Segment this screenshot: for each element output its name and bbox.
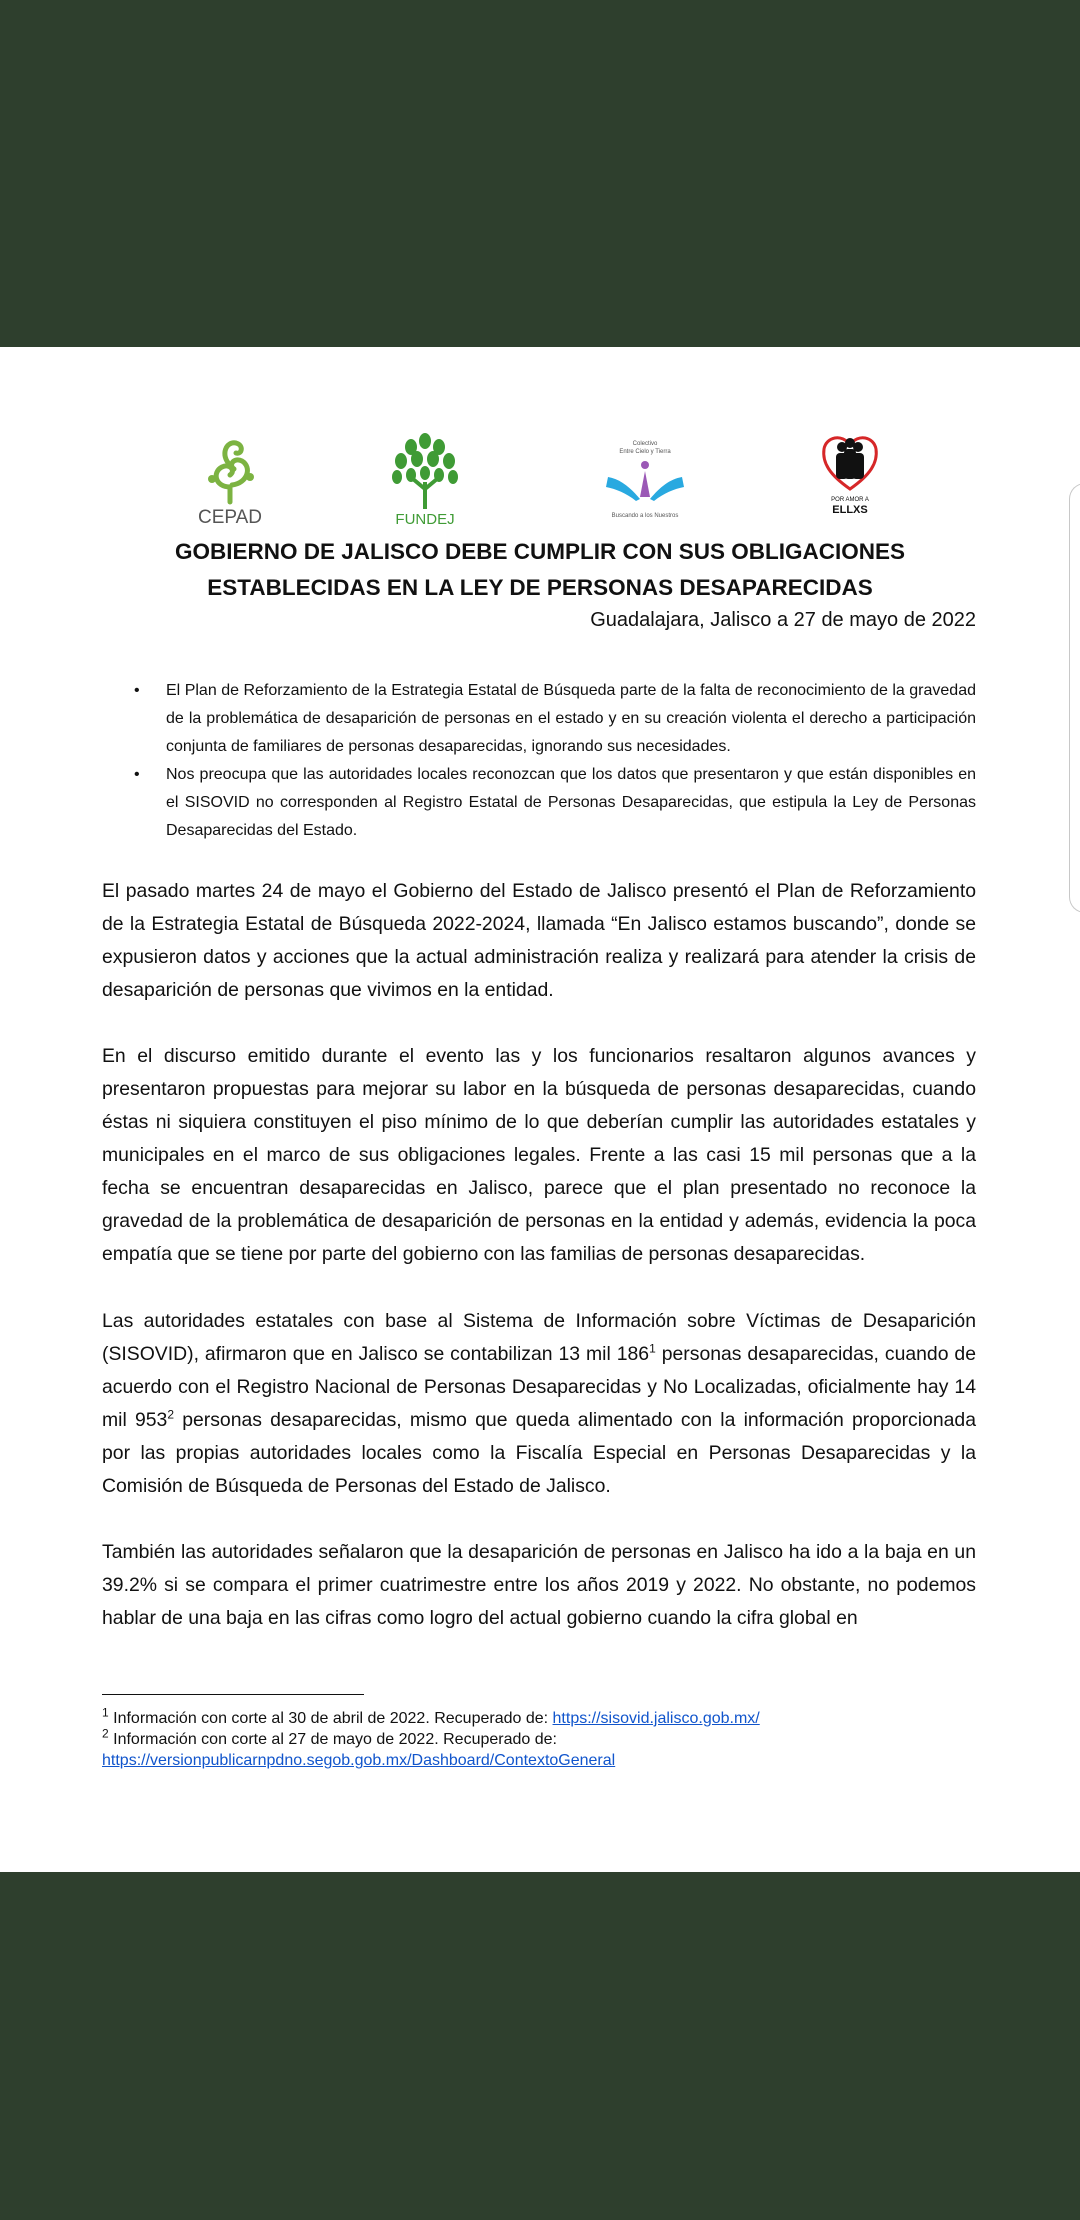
footnote-number: 2	[102, 1726, 109, 1741]
footnote-ref-2: 2	[167, 1407, 174, 1422]
document-title	[102, 534, 978, 606]
footnote-2	[102, 1726, 982, 1771]
svg-text:CEPAD: CEPAD	[197, 507, 263, 527]
heart-people-icon	[820, 427, 880, 517]
footnote-link-sisovid[interactable]: https://sisovid.jalisco.gob.mx/	[552, 1710, 760, 1727]
fundej-logo	[385, 427, 465, 527]
paragraph-3	[102, 1305, 976, 1503]
cepad-spiral-icon	[190, 427, 270, 527]
paragraph-3-part-c: personas desaparecidas, mismo que queda alimentado con la información proporcionada por las propias autoridades locales como la Fiscalía Especial en Personas Desaparecidas y la Comisión de Búsqueda de Personas del Estado de Jalisco.	[102, 1409, 976, 1497]
title-line-1: GOBIERNO DE JALISCO DEBE CUMPLIR CON SUS OBLIGACIONES	[174, 539, 906, 564]
footnote-number: 1	[102, 1705, 109, 1720]
svg-text:Entre Cielo y Tierra: Entre Cielo y Tierra	[619, 449, 671, 455]
colectivo-logo	[600, 435, 690, 525]
svg-text:ELLXS: ELLXS	[832, 504, 868, 516]
paragraph-2: En el discurso emitido durante el evento las y los funcionarios resaltaron algunos avances y presentaron propuestas para mejorar su labor en la búsqueda de personas desaparecidas, cuando éstas ni siquiera constituyen el piso mínimo de lo que deberían cumplir las autoridades estatales y municipales en el marco de sus obligaciones legales. Frente a las casi 15 mil personas que a la fecha se encuentran desaparecidas en Jalisco, parece que el plan presentado no reconoce la gravedad de la problemática de desaparición de personas en la entidad y además, evidencia la poca empatía que se tiene por parte del gobierno con las familias de personas desaparecidas.	[102, 1045, 976, 1265]
dateline: Guadalajara, Jalisco a 27 de mayo de 2022	[590, 609, 976, 631]
svg-text:POR AMOR A: POR AMOR A	[831, 497, 869, 503]
footnote-link-rnpdno[interactable]: https://versionpublicarnpdno.segob.gob.mx/Dashboard/ContextoGeneral	[102, 1752, 616, 1769]
bottom-background-band	[0, 1872, 1080, 2220]
paragraph-4: También las autoridades señalaron que la desaparición de personas en Jalisco ha ido a la baja en un 39.2% si se compara el primer cuatrimestre entre los años 2019 y 2022. No obstante, no podemos hablar de una baja en las cifras como logro del actual gobierno cuando la cifra global en	[102, 1541, 976, 1629]
logo-row	[0, 427, 1080, 527]
tree-icon	[385, 427, 465, 527]
summary-bullets	[130, 677, 976, 845]
top-background-band	[0, 0, 1080, 347]
svg-text:Buscando a los Nuestros: Buscando a los Nuestros	[611, 513, 679, 519]
paragraph-1: El pasado martes 24 de mayo el Gobierno del Estado de Jalisco presentó el Plan de Reforzamiento de la Estrategia Estatal de Búsqueda 2022-2024, llamada “En Jalisco estamos buscando”, donde se expusieron datos y acciones que la actual administración realiza y realizará para atender la crisis de desaparición de personas que vivimos en la entidad.	[102, 880, 976, 1001]
cepad-logo	[190, 427, 270, 527]
bullet-item: • Nos preocupa que las autoridades locales reconozcan que los datos que presentaron y que están disponibles en el SISOVID no corresponden al Registro Estatal de Personas Desaparecidas, que estipula la Ley de Personas Desaparecidas del Estado.	[130, 761, 976, 845]
hands-heart-icon	[600, 435, 690, 525]
footnote-ref-1: 1	[649, 1341, 656, 1356]
document-page	[0, 347, 1080, 1872]
paragraph-3-part-b: personas desaparecidas, cuando de acuerdo con el Registro Nacional de Personas Desaparecidas y No Localizadas, oficialmente hay 14 mil 953	[102, 1343, 977, 1431]
svg-text:Colectivo: Colectivo	[632, 441, 658, 447]
side-scroll-handle[interactable]	[1069, 483, 1080, 913]
ellxs-logo	[820, 427, 880, 517]
bullet-item: • El Plan de Reforzamiento de la Estrategia Estatal de Búsqueda parte de la falta de reconocimiento de la gravedad de la problemática de desaparición de personas en el estado y en su creación violenta el derecho a participación conjunta de familiares de personas desaparecidas, ignorando sus necesidades.	[130, 677, 976, 761]
footnote-1	[102, 1705, 982, 1729]
svg-text:FUNDEJ: FUNDEJ	[395, 511, 455, 527]
footnote-divider	[102, 1694, 364, 1695]
paragraph-3-part-a: Las autoridades estatales con base al Sistema de Información sobre Víctimas de Desaparición (SISOVID), afirmaron que en Jalisco se contabilizan 13 mil 186	[102, 1310, 976, 1365]
footnote-text: Información con corte al 27 de mayo de 2022. Recuperado de:	[108, 1731, 557, 1748]
footnote-text: Información con corte al 30 de abril de 2022. Recuperado de:	[108, 1710, 553, 1727]
title-line-2: ESTABLECIDAS EN LA LEY DE PERSONAS DESAPARECIDAS	[207, 575, 873, 600]
